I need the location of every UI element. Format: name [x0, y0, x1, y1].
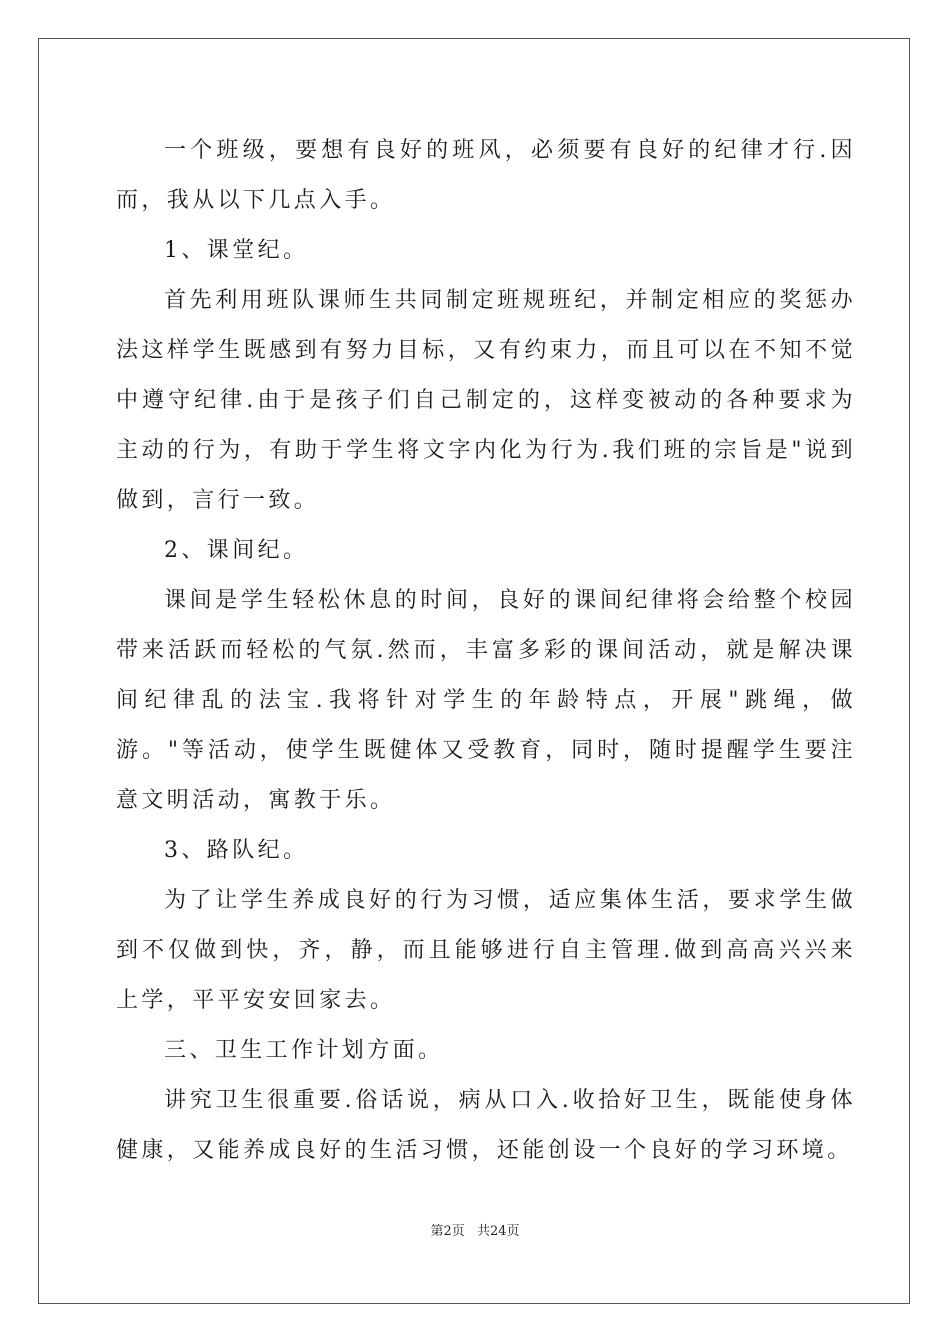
- page-number: 第2页: [430, 1224, 465, 1239]
- heading-line-discipline: 3、路队纪。: [164, 838, 309, 863]
- heading-classroom-discipline: 1、课堂纪。: [164, 238, 309, 263]
- page-footer: [0, 1220, 950, 1239]
- paragraph-intro: 一个班级，要想有良好的班风，必须要有良好的纪律才行.因而，我从以下几点入手。: [116, 138, 856, 213]
- paragraph-line-discipline: 为了让学生养成良好的行为习惯，适应集体生活，要求学生做到不仅做到快，齐，静，而且能够进行自主管理.做到高高兴兴来上学，平平安安回家去。: [116, 888, 856, 1013]
- paragraph-hygiene-plan: 讲究卫生很重要.俗话说，病从口入.收拾好卫生，既能使身体健康，又能养成良好的生活习惯，还能创设一个良好的学习环境。: [116, 1088, 856, 1163]
- heading-hygiene-plan: 三、卫生工作计划方面。: [164, 1038, 444, 1063]
- paragraph-break-discipline: 课间是学生轻松休息的时间，良好的课间纪律将会给整个校园带来活跃而轻松的气氛.然而，丰富多彩的课间活动，就是解决课间纪律乱的法宝.我将针对学生的年龄特点，开展"跳绳，做游。"等活动，使学生既健体又受教育，同时，随时提醒学生要注意文明活动，寓教于乐。: [116, 588, 856, 813]
- heading-break-discipline: 2、课间纪。: [164, 538, 309, 563]
- page-total: 共24页: [476, 1224, 520, 1239]
- document-body: [116, 126, 856, 1176]
- paragraph-classroom-discipline: 首先利用班队课师生共同制定班规班纪，并制定相应的奖惩办法这样学生既感到有努力目标，又有约束力，而且可以在不知不觉中遵守纪律.由于是孩子们自己制定的，这样变被动的各种要求为主动的行为，有助于学生将文字内化为行为.我们班的宗旨是"说到做到，言行一致。: [116, 288, 856, 513]
